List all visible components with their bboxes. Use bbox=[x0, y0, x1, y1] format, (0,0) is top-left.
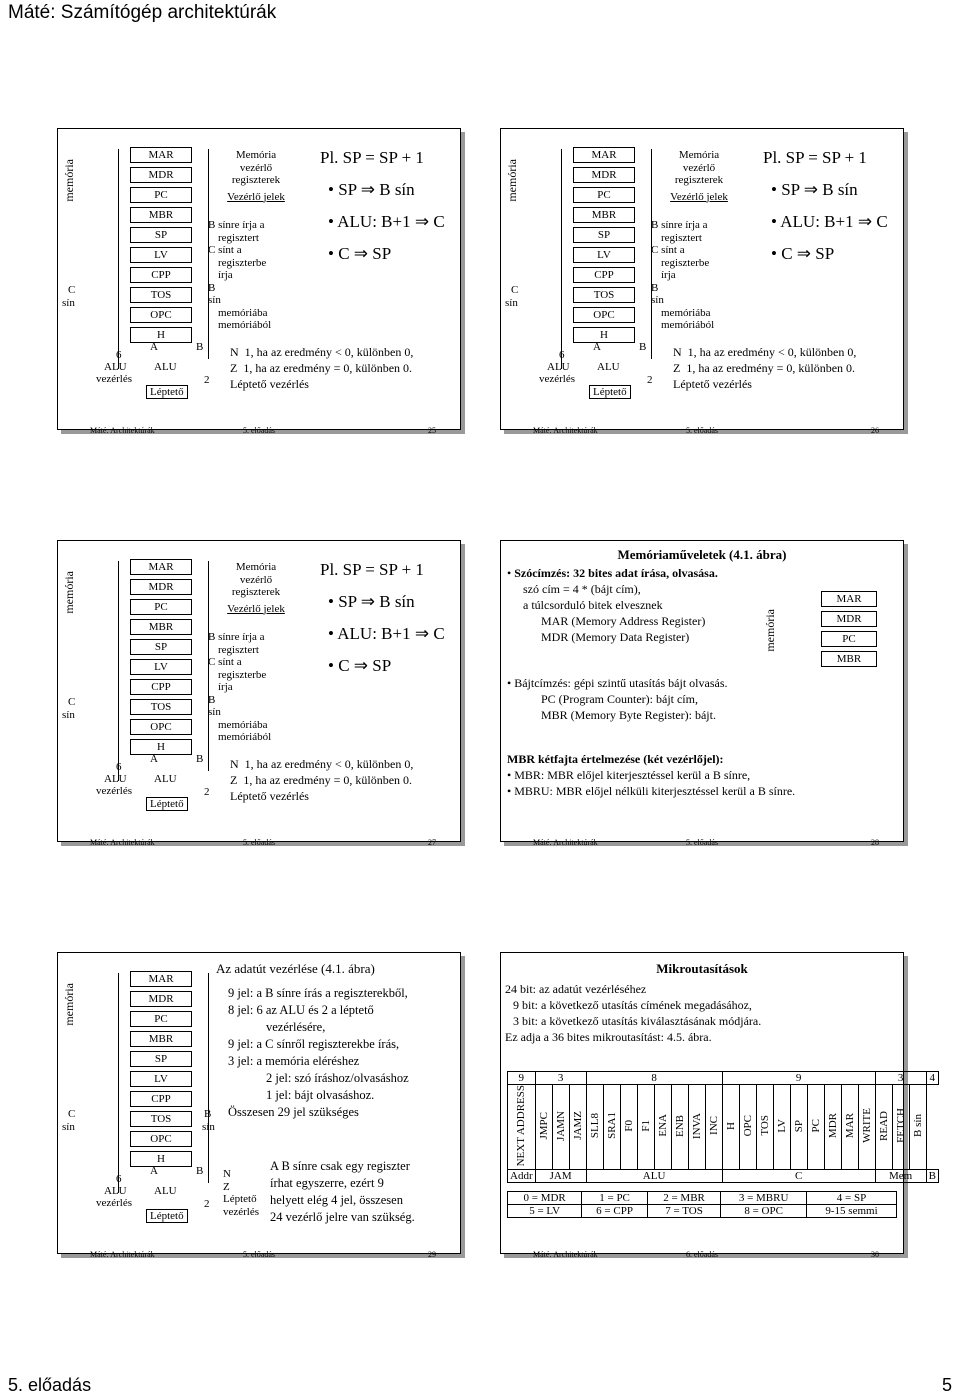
group-alu: ALU bbox=[586, 1170, 722, 1183]
vezerles-label: vezérlés bbox=[96, 373, 133, 385]
example-block: Pl. SP = SP + 1 • SP ⇒ B sín • ALU: B+1 ⇒ C • C ⇒ SP bbox=[320, 148, 445, 263]
reg-mar: MAR bbox=[130, 147, 192, 163]
code: 0 = MDR bbox=[508, 1192, 582, 1205]
nz-flags: N 1, ha az eredmény < 0, különben 0, Z 1, ha az eredmény = 0, különben 0. Léptető vezérlés bbox=[673, 345, 857, 391]
field: NEXT ADDRESS bbox=[515, 1085, 528, 1167]
c-bus bbox=[561, 149, 562, 369]
two-label: 2 bbox=[204, 786, 210, 798]
b-sin-label: B bbox=[204, 1108, 212, 1120]
width-b: 4 bbox=[926, 1072, 938, 1085]
reg-tos: TOS bbox=[130, 699, 192, 715]
c-label: C bbox=[68, 1108, 76, 1120]
six-label: 6 bbox=[116, 1173, 122, 1185]
reg-cpp: CPP bbox=[130, 679, 192, 695]
mini-reg-mbr: MBR bbox=[821, 651, 877, 667]
field: INVA bbox=[690, 1112, 703, 1139]
mini-reg-mdr: MDR bbox=[821, 611, 877, 627]
c-bus bbox=[118, 561, 119, 781]
reg-mar: MAR bbox=[573, 147, 635, 163]
a-label: A bbox=[150, 753, 158, 765]
page-footer-left: 5. előadás bbox=[8, 1375, 92, 1395]
reg-tos: TOS bbox=[130, 287, 192, 303]
microinstruction-desc: 24 bit: az adatút vezérléséhez 9 bit: a következő utasítás címének megadásához, 3 bit: a következő utasítás kiválasztásának módjára. Ez adja a 36 bites mikroutasítást: 4.5. ábra. bbox=[505, 982, 762, 1044]
reg-pc: PC bbox=[573, 187, 635, 203]
memoria-label: memória bbox=[62, 983, 76, 1026]
vezerles-label: vezérlés bbox=[96, 785, 133, 797]
two-label: 2 bbox=[204, 374, 210, 386]
control-memory-label: Memória vezérlő regiszterek Vezérlő jelek bbox=[227, 149, 285, 203]
reg-lv: LV bbox=[130, 659, 192, 675]
field: MDR bbox=[826, 1113, 839, 1139]
memoria-label: memória bbox=[62, 159, 76, 202]
nz-flags: N 1, ha az eredmény < 0, különben 0, Z 1, ha az eredmény = 0, különben 0. Léptető vezérlés bbox=[230, 345, 414, 391]
reg-lv: LV bbox=[573, 247, 635, 263]
control-signals: B sínre írja a regisztert C sínt a regiszterbe írja B sín memóriába memóriából bbox=[651, 219, 715, 331]
control-memory-label: Memória vezérlő regiszterek Vezérlő jelek bbox=[670, 149, 728, 203]
reg-sp: SP bbox=[130, 1051, 192, 1067]
reg-tos: TOS bbox=[130, 1111, 192, 1127]
reg-h: H bbox=[130, 1151, 192, 1167]
field: ENB bbox=[673, 1114, 686, 1137]
lepteto-box: Léptető bbox=[146, 1209, 188, 1223]
field: LV bbox=[775, 1118, 788, 1133]
a-label: A bbox=[593, 341, 601, 353]
reg-pc: PC bbox=[130, 599, 192, 615]
alu-box: ALU bbox=[154, 361, 177, 373]
b-bus-codes-table bbox=[507, 1191, 897, 1218]
reg-mdr: MDR bbox=[573, 167, 635, 183]
reg-opc: OPC bbox=[130, 1131, 192, 1147]
reg-mbr: MBR bbox=[130, 207, 192, 223]
reg-lv: LV bbox=[130, 247, 192, 263]
vezerles-label: vezérlés bbox=[539, 373, 576, 385]
reg-opc: OPC bbox=[130, 307, 192, 323]
field: JAMZ bbox=[571, 1111, 584, 1141]
sin-label: sín bbox=[62, 1121, 75, 1133]
reg-sp: SP bbox=[130, 227, 192, 243]
alu-label: ALU bbox=[547, 361, 570, 373]
sin-label: sín bbox=[505, 297, 518, 309]
mbr-interpretation: MBR kétfajta értelmezése (két vezérlőjel): • MBR: MBR előjel kiterjesztéssel kerül a B sínre, • MBRU: MBR előjel nélküli kiterjesztéssel kerül a B sínre. bbox=[507, 752, 796, 798]
two-label: 2 bbox=[204, 1198, 210, 1210]
reg-pc: PC bbox=[130, 1011, 192, 1027]
b-label: B bbox=[196, 341, 204, 353]
reg-mdr: MDR bbox=[130, 579, 192, 595]
slide-28: Memóriaműveletek (4.1. ábra) • Szócímzés: 32 bites adat írása, olvasása. szó cím = 4 * (bájt cím), a túlcsorduló bitek elvesznek MAR (Memory Address Register) MDR (Memory Data Register) memória MAR MDR PC MBR • Bájtcímzés: gépi szintű utasítás bájt olvasás. PC (Program Counter): bájt cím, MBR (Memory Byte Register): bájt. MBR kétfajta értelmezése (két vezérlőjel): • MBR: MBR előjel kiterjesztéssel kerül a B sínre, • MBRU: MBR előjel nélküli kiterjesztéssel kerül a B sínre. Máté: Architektúrák 5. előadás 28 bbox=[500, 540, 904, 842]
reg-h: H bbox=[130, 327, 192, 343]
reg-tos: TOS bbox=[573, 287, 635, 303]
field: MAR bbox=[843, 1113, 856, 1139]
mini-reg-pc: PC bbox=[821, 631, 877, 647]
reg-opc: OPC bbox=[573, 307, 635, 323]
slide-27: memória C sín MAR MDR PC MBR SP LV CPP TOS OPC H A B 6 ALU vezérlés ALU Léptető 2 Memória vezérlő regiszterek Vezérlő jelek B sínre írja a regisztert C sínt a regiszterbe írja B sín memóriába memóriából Pl. SP = SP + 1 • SP ⇒ B sín • ALU: B+1 ⇒ C • C ⇒ SP N 1, ha az eredmény < 0, különben 0, Z 1, ha az eredmény = 0, különben 0. Léptető vezérlés Máté: Architektúrák 5. előadás 27 bbox=[57, 540, 461, 842]
alu-box: ALU bbox=[154, 773, 177, 785]
word-addressing: • Szócímzés: 32 bites adat írása, olvasása. szó cím = 4 * (bájt cím), a túlcsorduló bitek elvesznek MAR (Memory Address Register) MDR (Memory Data Register) bbox=[507, 566, 718, 644]
slide-title: Az adatút vezérlése (4.1. ábra) bbox=[216, 961, 375, 976]
six-label: 6 bbox=[559, 349, 565, 361]
b-bus bbox=[208, 973, 209, 1183]
field: FETCH bbox=[894, 1108, 907, 1144]
control-memory-label: Memória vezérlő regiszterek Vezérlő jelek bbox=[227, 561, 285, 615]
page-header: Máté: Számítógép architektúrák bbox=[8, 2, 277, 23]
reg-mbr: MBR bbox=[130, 1031, 192, 1047]
code: 3 = MBRU bbox=[721, 1192, 807, 1205]
reg-sp: SP bbox=[573, 227, 635, 243]
reg-cpp: CPP bbox=[130, 267, 192, 283]
nz-lepteto: N Z Léptető vezérlés bbox=[223, 1168, 260, 1218]
b-label: B bbox=[639, 341, 647, 353]
memoria-label: memória bbox=[763, 609, 777, 652]
alu-box: ALU bbox=[597, 361, 620, 373]
width-mem: 3 bbox=[875, 1072, 926, 1085]
field: F0 bbox=[622, 1119, 635, 1132]
reg-mar: MAR bbox=[130, 971, 192, 987]
code: 6 = CPP bbox=[582, 1205, 648, 1218]
reg-mdr: MDR bbox=[130, 167, 192, 183]
microinstruction-table bbox=[507, 1071, 939, 1183]
example-block: Pl. SP = SP + 1 • SP ⇒ B sín • ALU: B+1 ⇒ C • C ⇒ SP bbox=[763, 148, 888, 263]
reg-cpp: CPP bbox=[130, 1091, 192, 1107]
a-label: A bbox=[150, 341, 158, 353]
reg-h: H bbox=[573, 327, 635, 343]
group-b: B bbox=[926, 1170, 938, 1183]
mini-reg-mar: MAR bbox=[821, 591, 877, 607]
b-sin-label2: sín bbox=[202, 1121, 215, 1133]
lepteto-box: Léptető bbox=[146, 797, 188, 811]
width-jam: 3 bbox=[535, 1072, 586, 1085]
field: F1 bbox=[639, 1119, 652, 1132]
memoria-label: memória bbox=[505, 159, 519, 202]
reg-pc: PC bbox=[130, 187, 192, 203]
field: JMPC bbox=[537, 1111, 550, 1140]
page-number: 5 bbox=[941, 1375, 952, 1395]
six-label: 6 bbox=[116, 761, 122, 773]
alu-label: ALU bbox=[104, 773, 127, 785]
sin-label: sín bbox=[62, 709, 75, 721]
memoria-label: memória bbox=[62, 571, 76, 614]
alu-label: ALU bbox=[104, 361, 127, 373]
two-label: 2 bbox=[647, 374, 653, 386]
slide-title: Mikroutasítások bbox=[656, 961, 748, 976]
slide-30: Mikroutasítások 24 bit: az adatút vezérléséhez 9 bit: a következő utasítás címének megadásához, 3 bit: a következő utasítás kiválasztásának módjára. Ez adja a 36 bites mikroutasítást: 4.5. ábra. 9 3 8 9 3 4 NEXT ADDRESS JMPC JAMN JAMZ SLL8 SRA1 F0 F1 ENA ENB INVA INC H OPC TOS LV SP PC MDR MAR WRITE READ FETCH B sín Addr JAM ALU C Mem B 0 = MDR 1 = PC 2 = MBR 3 = MBRU 4 = SP 5 = LV 6 = CPP 7 = TOS 8 = OPC 9-15 semmi Máté: Architektúrák 6. előadás 30 bbox=[500, 952, 904, 1254]
reg-sp: SP bbox=[130, 639, 192, 655]
lepteto-box: Léptető bbox=[146, 385, 188, 399]
reg-mdr: MDR bbox=[130, 991, 192, 1007]
code: 9-15 semmi bbox=[807, 1205, 897, 1218]
field: SLL8 bbox=[588, 1113, 601, 1139]
sin-label: sín bbox=[62, 297, 75, 309]
reg-mbr: MBR bbox=[573, 207, 635, 223]
six-label: 6 bbox=[116, 349, 122, 361]
vezerles-label: vezérlés bbox=[96, 1197, 133, 1209]
reg-cpp: CPP bbox=[573, 267, 635, 283]
bus-note: A B sínre csak egy regiszter írhat egyszerre, ezért 9 helyett elég 4 jel, összesen 24 vezérlő jelre van szükség. bbox=[270, 1159, 415, 1224]
code: 2 = MBR bbox=[647, 1192, 720, 1205]
c-bus bbox=[118, 149, 119, 369]
field: B sín bbox=[911, 1114, 924, 1138]
alu-box: ALU bbox=[154, 1185, 177, 1197]
control-signals: B sínre írja a regisztert C sínt a regiszterbe írja B sín memóriába memóriából bbox=[208, 219, 272, 331]
reg-mbr: MBR bbox=[130, 619, 192, 635]
signal-list: 9 jel: a B sínre írás a regiszterekből, 8 jel: 6 az ALU és 2 a léptető vezérlésére, 9 jel: a C sínről regiszterekbe írás, 3 jel: a memória eléréshez 2 jel: szó íráshoz/olvasáshoz 1 jel: bájt olvasáshoz. Összesen 29 jel szükséges bbox=[228, 986, 409, 1119]
code: 5 = LV bbox=[508, 1205, 582, 1218]
group-addr: Addr bbox=[508, 1170, 536, 1183]
field: PC bbox=[809, 1118, 822, 1133]
width-alu: 8 bbox=[586, 1072, 722, 1085]
field: TOS bbox=[758, 1115, 771, 1136]
code: 7 = TOS bbox=[647, 1205, 720, 1218]
nz-flags: N 1, ha az eredmény < 0, különben 0, Z 1, ha az eredmény = 0, különben 0. Léptető vezérlés bbox=[230, 757, 414, 803]
lepteto-box: Léptető bbox=[589, 385, 631, 399]
group-mem: Mem bbox=[875, 1170, 926, 1183]
slide-25: memória C sín MAR MDR PC MBR SP LV CPP TOS OPC H A B 6 ALU vezérlés ALU Léptető 2 Memória vezérlő regiszterek Vezérlő jelek B sínre írja a regisztert C sínt a regiszterbe írja B sín memóriába memóriából Pl. SP = SP + 1 • SP ⇒ B sín • ALU: B+1 ⇒ C • C ⇒ SP N 1, ha az eredmény < 0, különben 0, Z 1, ha az eredmény = 0, különben 0. Léptető vezérlés Máté: Architektúrák 5. előadás 25 bbox=[57, 128, 461, 430]
c-label: C bbox=[68, 696, 76, 708]
field: INC bbox=[707, 1116, 720, 1136]
width-addr: 9 bbox=[508, 1072, 536, 1085]
field: OPC bbox=[741, 1115, 754, 1137]
field: SP bbox=[792, 1119, 805, 1132]
b-label: B bbox=[196, 1165, 204, 1177]
example-block: Pl. SP = SP + 1 • SP ⇒ B sín • ALU: B+1 ⇒ C • C ⇒ SP bbox=[320, 560, 445, 675]
slide-29: memória C sín MAR MDR PC MBR SP LV CPP TOS OPC H A B 6 ALU vezérlés ALU Léptető 2 B sín Az adatút vezérlése (4.1. ábra) 9 jel: a B sínre írás a regiszterekből, 8 jel: 6 az ALU és 2 a léptető vezérlésére, 9 jel: a C sínről regiszterekbe írás, 3 jel: a memória eléréshez 2 jel: szó íráshoz/olvasáshoz 1 jel: bájt olvasáshoz. Összesen 29 jel szükséges N Z Léptető vezérlés A B sínre csak egy regiszter írhat egyszerre, ezért 9 helyett elég 4 jel, összesen 24 vezérlő jelre van szükség. Máté: Architektúrák 5. előadás 29 bbox=[57, 952, 461, 1254]
alu-label: ALU bbox=[104, 1185, 127, 1197]
width-c: 9 bbox=[722, 1072, 875, 1085]
reg-h: H bbox=[130, 739, 192, 755]
reg-lv: LV bbox=[130, 1071, 192, 1087]
c-label: C bbox=[511, 284, 519, 296]
byte-addressing: • Bájtcímzés: gépi szintű utasítás bájt olvasás. PC (Program Counter): bájt cím, MBR (Memory Byte Register): bájt. bbox=[507, 676, 728, 722]
group-c: C bbox=[722, 1170, 875, 1183]
a-label: A bbox=[150, 1165, 158, 1177]
control-signals: B sínre írja a regisztert C sínt a regiszterbe írja B sín memóriába memóriából bbox=[208, 631, 272, 743]
code: 8 = OPC bbox=[721, 1205, 807, 1218]
field: SRA1 bbox=[605, 1112, 618, 1140]
slide-26: memória C sín MAR MDR PC MBR SP LV CPP TOS OPC H A B 6 ALU vezérlés ALU Léptető 2 Memória vezérlő regiszterek Vezérlő jelek B sínre írja a regisztert C sínt a regiszterbe írja B sín memóriába memóriából Pl. SP = SP + 1 • SP ⇒ B sín • ALU: B+1 ⇒ C • C ⇒ SP N 1, ha az eredmény < 0, különben 0, Z 1, ha az eredmény = 0, különben 0. Léptető vezérlés Máté: Architektúrák 5. előadás 26 bbox=[500, 128, 904, 430]
c-label: C bbox=[68, 284, 76, 296]
code: 4 = SP bbox=[807, 1192, 897, 1205]
field: WRITE bbox=[860, 1108, 873, 1144]
group-jam: JAM bbox=[535, 1170, 586, 1183]
slide-title: Memóriaműveletek (4.1. ábra) bbox=[617, 547, 787, 562]
reg-mar: MAR bbox=[130, 559, 192, 575]
code: 1 = PC bbox=[582, 1192, 648, 1205]
field: JAMN bbox=[554, 1110, 567, 1141]
reg-opc: OPC bbox=[130, 719, 192, 735]
field: ENA bbox=[656, 1114, 669, 1137]
c-bus bbox=[118, 973, 119, 1193]
b-label: B bbox=[196, 753, 204, 765]
field: READ bbox=[877, 1110, 890, 1141]
field: H bbox=[724, 1122, 737, 1131]
